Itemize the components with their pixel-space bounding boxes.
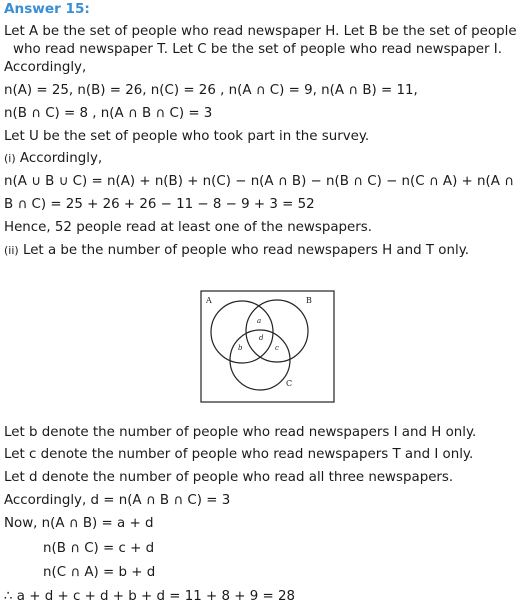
circle-b [246, 300, 308, 362]
hence-statement: Hence, 52 people read at least one of the newspapers. [4, 220, 373, 235]
now-equation-2: n(B ∩ C) = c + d [43, 541, 155, 556]
label-set-a: A [206, 296, 212, 305]
label-region-a: a [257, 317, 262, 325]
union-formula-line-2: B ∩ C) = 25 + 26 + 26 − 11 − 8 − 9 + 3 = 52 [4, 197, 315, 212]
part-ii-intro [4, 242, 469, 260]
definition-c: Let c denote the number of people who read newspapers T and I only. [4, 447, 474, 462]
now-equation-3: n(C ∩ A) = b + d [43, 565, 156, 580]
given-values-line-1: n(A) = 25, n(B) = 26, n(C) = 26 , n(A ∩ C) = 9, n(A ∩ B) = 11, [4, 83, 418, 98]
venn-diagram-svg [200, 290, 335, 403]
conclusion-equation: ∴ a + d + c + d + b + d = 11 + 8 + 9 = 28 [4, 589, 296, 604]
definition-d: Let d denote the number of people who read all three newspapers. [4, 470, 454, 485]
label-set-c: C [286, 379, 293, 388]
part-i-label: (i) [4, 152, 16, 165]
circle-a [211, 301, 273, 363]
label-set-b: B [306, 296, 312, 305]
label-region-b: b [238, 344, 243, 352]
intro-line-1: Let A be the set of people who read newspaper H. Let B be the set of people [4, 24, 517, 39]
intro-line-2: who read newspaper T. Let C be the set of people who read newspaper I. [13, 42, 502, 57]
union-formula-line-1: n(A ∪ B ∪ C) = n(A) + n(B) + n(C) − n(A ∩ B) − n(B ∩ C) − n(C ∩ A) + n(A ∩ [4, 174, 514, 189]
part-ii-text: Let a be the number of people who read newspapers H and T only. [22, 243, 469, 258]
part-i-text: Accordingly, [19, 151, 103, 166]
part-ii-label: (ii) [4, 244, 19, 257]
universe-definition: Let U be the set of people who took part in the survey. [4, 129, 370, 144]
accordingly-d: Accordingly, d = n(A ∩ B ∩ C) = 3 [4, 493, 231, 508]
definition-b: Let b denote the number of people who read newspapers I and H only. [4, 425, 477, 440]
universe-rectangle [201, 291, 334, 402]
venn-diagram [200, 290, 335, 403]
part-i-intro [4, 150, 102, 168]
answer-heading: Answer 15: [4, 1, 90, 17]
now-equation-1: Now, n(A ∩ B) = a + d [4, 516, 154, 531]
label-region-c: c [275, 344, 279, 352]
label-region-d: d [259, 334, 264, 342]
intro-line-3: Accordingly, [4, 60, 87, 75]
given-values-line-2: n(B ∩ C) = 8 , n(A ∩ B ∩ C) = 3 [4, 106, 213, 121]
